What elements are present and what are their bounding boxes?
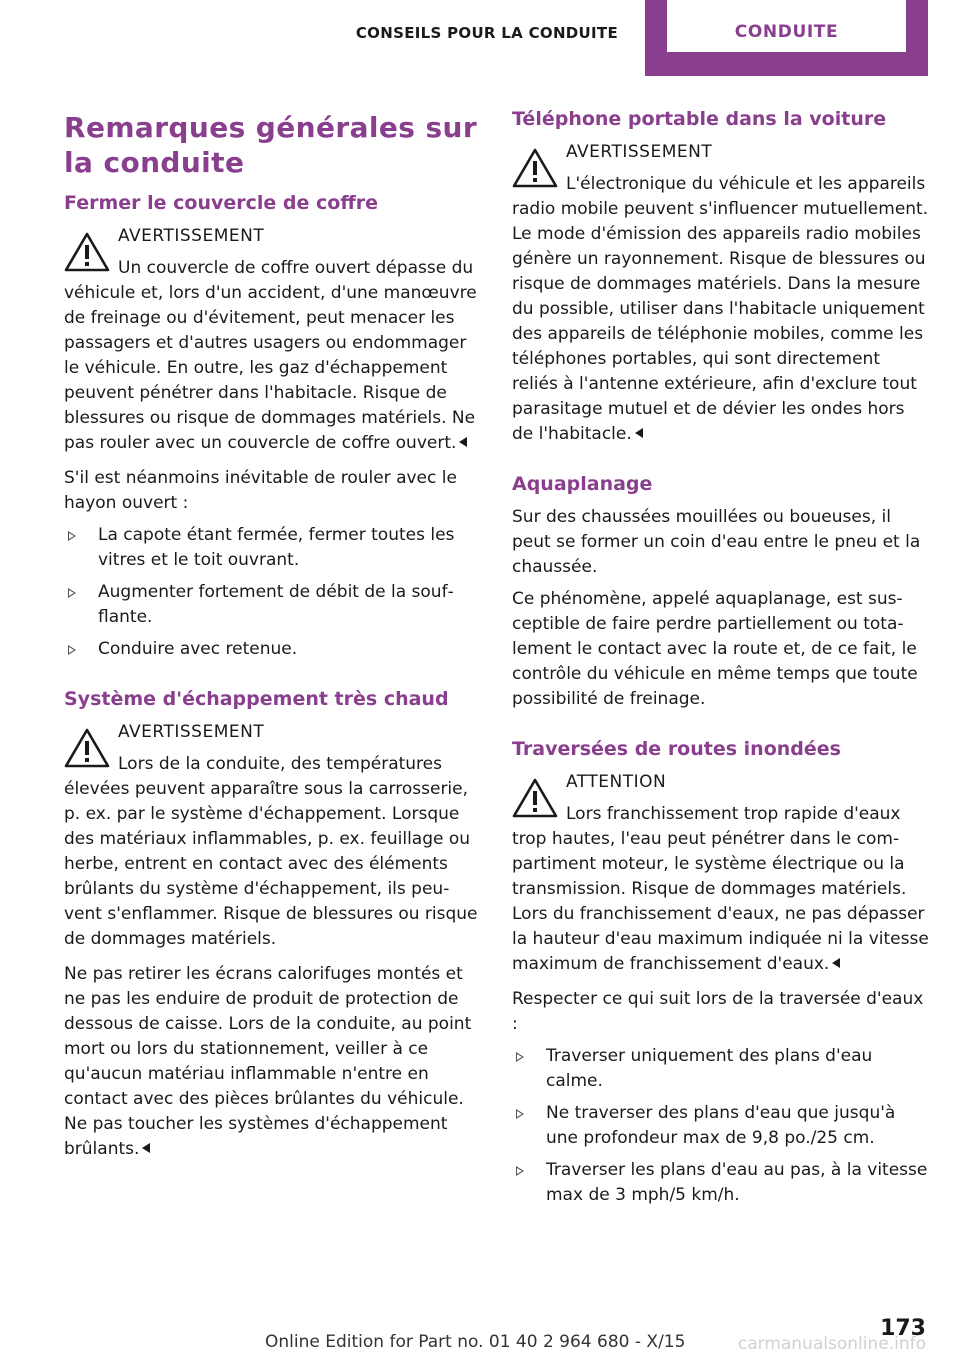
flooded-roads-intro: Respecter ce qui suit lors de la traversée d'eaux : (512, 989, 924, 1034)
bullet-triangle-icon (68, 588, 76, 598)
phone-warning (512, 140, 930, 447)
phone-heading: Téléphone portable dans la voiture (512, 108, 887, 130)
list-item: La capote étant fermée, fermer toutes les vitres et le toit ouvrant. (64, 523, 478, 573)
bullet-triangle-icon (68, 645, 76, 655)
flooded-roads-heading: Traversées de routes inondées (512, 738, 841, 760)
aquaplaning-paragraph-2: Ce phénomène, appelé aquaplanage, est susceptible de faire perdre partiellement ou totalement le contact avec la route et, de ce fait, le contrôle du véhicule en même temps que toute possibilité de freinage. (512, 589, 918, 709)
page-title: Remarques générales sur la conduite (64, 111, 478, 179)
flooded-roads-bullet-list (512, 1044, 930, 1208)
exhaust-warning (64, 720, 478, 952)
right-column (512, 106, 930, 1218)
trunk-warning (64, 224, 478, 456)
aquaplaning-heading: Aquaplanage (512, 473, 653, 495)
warning-title: AVERTISSEMENT (118, 226, 265, 246)
warning-title: AVERTISSEMENT (118, 722, 265, 742)
warning-triangle-icon (64, 232, 110, 272)
page-number: 173 (880, 1316, 926, 1341)
watermark: carmanualsonline.info (737, 1334, 926, 1354)
end-mark-icon (142, 1143, 150, 1153)
bullet-triangle-icon (516, 1166, 524, 1176)
end-mark-icon (832, 958, 840, 968)
exhaust-heading: Système d'échappement très chaud (64, 688, 449, 710)
warning-text: Lors de la conduite, des températures élevées peuvent apparaître sous la carrosserie, p. ex. par le système d'échappement. Lorsque des matériaux inflammables, p. ex. feuillage ou herbe, entrent en contact avec des éléments brûlants du système d'échappement, ils peuvent s'enflammer. Risque de blessures ou risque de dommages matériels. (64, 754, 478, 949)
list-item: Traverser uniquement des plans d'eau calme. (512, 1044, 930, 1094)
trunk-bullet-list (64, 523, 478, 662)
edition-footer: Online Edition for Part no. 01 40 2 964 680 - X/15 (265, 1332, 686, 1352)
end-mark-icon (635, 428, 643, 438)
flooded-roads-warning (512, 770, 930, 977)
header-section-title: CONSEILS POUR LA CONDUITE (355, 24, 618, 42)
warning-text: Un couvercle de coffre ouvert dépasse du véhicule et, lors d'un accident, d'une manœuvre de freinage ou d'évitement, peut menacer les passagers et d'autres usagers ou endommager le véhicule. En outre, les gaz d'échappement peuvent pénétrer dans l'habitacle. Risque de blessures ou risque de dommages matériels. Ne pas rouler avec un couvercle de coffre ouvert. (64, 258, 477, 453)
exhaust-paragraph: Ne pas retirer les écrans calorifuges montés et ne pas les enduire de produit de protection de dessous de caisse. Lors de la conduite, au point mort ou lors du stationnement, veiller à ce qu'aucun matériau inflammable n'entre en contact avec des pièces brûlantes du véhicule. Ne pas toucher les systèmes d'échappement brûlants. (64, 964, 472, 1159)
end-mark-icon (459, 437, 467, 447)
warning-text: L'électronique du véhicule et les appareils radio mobile peuvent s'influencer mutuellement. Le mode d'émission des appareils radio mobiles génère un rayonnement. Risque de blessures ou risque de dommages matériels. Dans la mesure du possible, utiliser dans l'habitacle uniquement des appareils de téléphonie mobiles, comme les téléphones portables, qui sont directement reliés à l'antenne extérieure, afin d'exclure tout parasitage mutuel et de dévier les ondes hors de l'habitacle. (512, 174, 929, 444)
bullet-triangle-icon (516, 1109, 524, 1119)
aquaplaning-paragraph-1: Sur des chaussées mouillées ou boueuses, il peut se former un coin d'eau entre le pneu et la chaussée. (512, 507, 921, 577)
page-header (0, 0, 960, 78)
list-item: Traverser les plans d'eau au pas, à la vitesse max de 3 mph/5 km/h. (512, 1158, 930, 1208)
trunk-heading: Fermer le couvercle de coffre (64, 192, 378, 214)
warning-triangle-icon (512, 778, 558, 818)
bullet-triangle-icon (68, 531, 76, 541)
trunk-intro: S'il est néanmoins inévitable de rouler avec le hayon ouvert : (64, 468, 457, 513)
left-column (64, 106, 478, 1169)
list-item: Conduire avec retenue. (64, 637, 478, 662)
list-item: Ne traverser des plans d'eau que jusqu'à une profondeur max de 9,8 po./25 cm. (512, 1101, 930, 1151)
list-item: Augmenter fortement de débit de la soufflante. (64, 580, 478, 630)
warning-title: AVERTISSEMENT (566, 142, 713, 162)
bullet-triangle-icon (516, 1052, 524, 1062)
chapter-tab-label: CONDUITE (734, 22, 839, 42)
warning-triangle-icon (512, 148, 558, 188)
warning-triangle-icon (64, 728, 110, 768)
warning-title: ATTENTION (566, 772, 667, 792)
warning-text: Lors franchissement trop rapide d'eaux trop hautes, l'eau peut pénétrer dans le compartiment moteur, le système électrique ou la transmission. Risque de dommages matériels. Lors du franchissement d'eaux, ne pas dépasser la hauteur d'eau maximum indiquée ni la vitesse maximum de franchissement d'eaux. (512, 804, 929, 974)
chapter-tab (645, 0, 928, 76)
